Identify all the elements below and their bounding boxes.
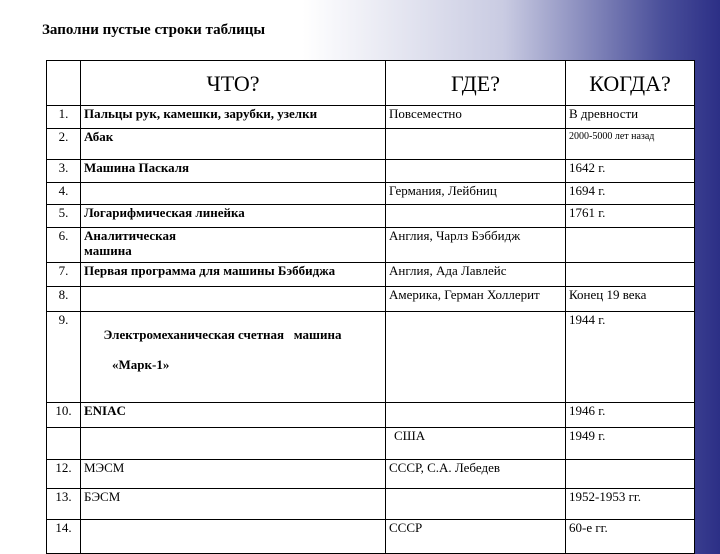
- cell-when: 1761 г.: [566, 205, 695, 228]
- cell-what: Пальцы рук, камешки, зарубки, узелки: [81, 106, 386, 129]
- cell-when: [566, 263, 695, 287]
- cell-where: [386, 312, 566, 403]
- table-row: [47, 228, 695, 263]
- cell-when: Конец 19 века: [566, 287, 695, 312]
- row-number: 9.: [47, 312, 81, 403]
- table-row: [47, 129, 695, 160]
- cell-when: 60-е гг.: [566, 520, 695, 554]
- cell-where: Америка, Герман Холлерит: [386, 287, 566, 312]
- table-row: [47, 520, 695, 554]
- cell-when: 1946 г.: [566, 403, 695, 428]
- cell-where: Англия, Ада Лавлейс: [386, 263, 566, 287]
- table-row: [47, 205, 695, 228]
- header-where: ГДЕ?: [386, 61, 566, 106]
- cell-what: [81, 228, 386, 263]
- cell-when: [566, 228, 695, 263]
- header-num: [47, 61, 81, 106]
- row-number: 6.: [47, 228, 81, 263]
- table-row: [47, 428, 695, 460]
- cell-when: 1949 г.: [566, 428, 695, 460]
- cell-what: МЭСМ: [81, 460, 386, 489]
- cell-where: [386, 129, 566, 160]
- cell-where: США: [386, 428, 566, 460]
- header-what: ЧТО?: [81, 61, 386, 106]
- cell-where: Англия, Чарлз Бэббидж: [386, 228, 566, 263]
- cell-where: СССР: [386, 520, 566, 554]
- cell-what: [81, 312, 386, 403]
- cell-what: [81, 520, 386, 554]
- row-number: 2.: [47, 129, 81, 160]
- table-row: [47, 287, 695, 312]
- cell-what: [81, 428, 386, 460]
- row-number: 8.: [47, 287, 81, 312]
- cell-when: 2000-5000 лет назад: [566, 129, 695, 160]
- cell-what: Машина Паскаля: [81, 160, 386, 183]
- cell-what: [81, 183, 386, 205]
- cell-where: Повсеместно: [386, 106, 566, 129]
- cell-when: 1694 г.: [566, 183, 695, 205]
- cell-what: Логарифмическая линейка: [81, 205, 386, 228]
- table-row: [47, 403, 695, 428]
- row-number: 12.: [47, 460, 81, 489]
- cell-what: Первая программа для машины Бэббиджа: [81, 263, 386, 287]
- row-number: 7.: [47, 263, 81, 287]
- cell-where: [386, 403, 566, 428]
- table-row: [47, 160, 695, 183]
- cell-when: 1952-1953 гг.: [566, 489, 695, 520]
- table-row: [47, 106, 695, 129]
- cell-what: ENIAC: [81, 403, 386, 428]
- cell-when: 1944 г.: [566, 312, 695, 403]
- row-number: 13.: [47, 489, 81, 520]
- cell-where: [386, 160, 566, 183]
- cell-what: Абак: [81, 129, 386, 160]
- table-header-row: [47, 61, 695, 106]
- row-number: 10.: [47, 403, 81, 428]
- cell-where: [386, 489, 566, 520]
- cell-where: СССР, С.А. Лебедев: [386, 460, 566, 489]
- table-row: [47, 183, 695, 205]
- row-number: 4.: [47, 183, 81, 205]
- page-title: Заполни пустые строки таблицы: [42, 22, 266, 38]
- cell-where: [386, 205, 566, 228]
- cell-when: 1642 г.: [566, 160, 695, 183]
- table-row: [47, 263, 695, 287]
- row-number: 1.: [47, 106, 81, 129]
- row-number: [47, 428, 81, 460]
- history-table: [46, 60, 695, 554]
- row-number: 3.: [47, 160, 81, 183]
- cell-when: В древности: [566, 106, 695, 129]
- row-number: 14.: [47, 520, 81, 554]
- table-row: [47, 489, 695, 520]
- header-when: КОГДА?: [566, 61, 695, 106]
- row-number: 5.: [47, 205, 81, 228]
- cell-what-line1: Электромеханическая счетная машина: [103, 327, 342, 342]
- cell-what: БЭСМ: [81, 489, 386, 520]
- cell-what-line2: «Марк-1»: [112, 357, 170, 372]
- cell-what: [81, 287, 386, 312]
- cell-what-text: Аналитическая машина: [84, 228, 177, 258]
- table-row: [47, 312, 695, 403]
- cell-where: Германия, Лейбниц: [386, 183, 566, 205]
- table-row: [47, 460, 695, 489]
- cell-when: [566, 460, 695, 489]
